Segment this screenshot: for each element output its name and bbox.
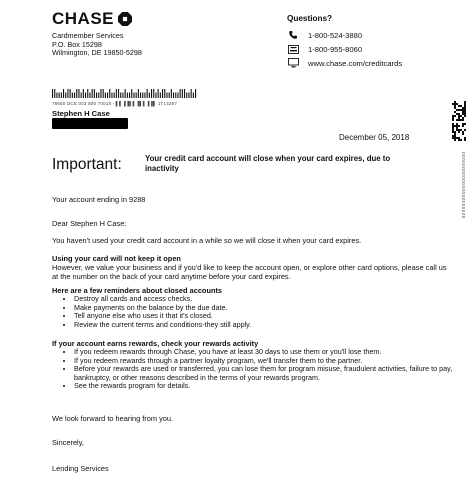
- qr-module: [452, 127, 454, 129]
- barcode-bar: [89, 93, 90, 99]
- address-line: Cardmember Services: [52, 31, 124, 40]
- qr-module: [452, 129, 454, 131]
- qr-module: [452, 137, 454, 139]
- barcode-bar: [76, 89, 77, 98]
- barcode-bar: [111, 93, 112, 99]
- barcode-bar: [78, 89, 79, 98]
- barcode-bar: [173, 93, 174, 99]
- list-item: • See the rewards program for details.: [74, 382, 454, 391]
- qr-module: [456, 109, 458, 111]
- list-item: • If you redeem rewards through Chase, you have at least 30 days to use them or you'll lose them.: [74, 348, 454, 357]
- barcode-bar: [92, 89, 93, 98]
- qr-module: [452, 123, 454, 125]
- barcode-bar: [169, 93, 170, 99]
- qr-module: [462, 131, 464, 133]
- qr-code: [452, 101, 466, 141]
- qr-module: [464, 109, 466, 111]
- barcode-bar: [72, 93, 73, 99]
- tty-row: [287, 44, 362, 54]
- qr-module: [454, 103, 456, 105]
- letter-date: December 05, 2018: [339, 133, 410, 142]
- barcode-bar: [191, 89, 192, 98]
- barcode-bar: [59, 93, 60, 99]
- signoff: Sincerely,: [52, 438, 84, 447]
- barcode-bar: [105, 93, 106, 99]
- barcode-bar: [56, 93, 57, 99]
- qr-module: [464, 139, 466, 141]
- qr-module: [452, 115, 454, 117]
- address-line: Wilmington, DE 19850-5298: [52, 48, 142, 58]
- qr-module: [456, 123, 458, 125]
- qr-module: [454, 125, 456, 127]
- qr-module: [464, 103, 466, 105]
- barcode-bar: [67, 89, 68, 98]
- list-item: • Before your rewards are used or transferred, you can lose them for program misuse, fraudulent activities, failure to pay, bankruptcy, or other reasons described in the terms of your rewards program.: [74, 365, 454, 382]
- qr-module: [456, 127, 458, 129]
- return-address: [52, 32, 142, 58]
- qr-module: [454, 139, 456, 141]
- barcode-bar: [153, 89, 154, 98]
- side-code: 0000000000000000000000: [461, 152, 466, 219]
- keep-open-body: However, we value your business and if you'd like to keep the account open, or explore other card options, please call us at the number on the back of your card anytime before your card expires.: [52, 263, 447, 281]
- qr-module: [454, 131, 456, 133]
- barcode-bar: [164, 89, 165, 98]
- barcode-bar: [151, 89, 152, 98]
- barcode-bar: [184, 89, 185, 98]
- barcode-bar: [133, 93, 134, 99]
- phone-icon: [287, 30, 299, 40]
- qr-module: [452, 119, 454, 121]
- qr-module: [462, 133, 464, 135]
- account-line: Your account ending in 9288: [52, 195, 146, 204]
- logo-text: CHASE: [52, 9, 115, 28]
- qr-module: [454, 137, 456, 139]
- computer-icon: [287, 58, 299, 68]
- barcode-bar: [118, 89, 119, 98]
- list-item: • If you redeem rewards through a partner loyalty program, we'll transfer them to the partner.: [74, 357, 454, 366]
- barcode-bar: [177, 93, 178, 99]
- qr-module: [460, 105, 462, 107]
- qr-module: [460, 109, 462, 111]
- qr-module: [464, 137, 466, 139]
- qr-module: [456, 125, 458, 127]
- barcode-bar: [83, 89, 84, 98]
- barcode-bar: [147, 89, 148, 98]
- barcode-bar: [127, 93, 128, 99]
- barcode-bar: [125, 89, 126, 98]
- qr-module: [460, 115, 462, 117]
- barcode-bar: [158, 89, 159, 98]
- tty-number: 1-800-955-8060: [308, 44, 363, 54]
- barcode-bar: [131, 89, 132, 98]
- qr-module: [464, 113, 466, 115]
- qr-module: [462, 107, 464, 109]
- barcode-bar: [94, 89, 95, 98]
- barcode-bar: [103, 89, 104, 98]
- qr-module: [458, 125, 460, 127]
- qr-module: [458, 105, 460, 107]
- barcode-bar: [144, 93, 145, 99]
- qr-module: [464, 107, 466, 109]
- qr-module: [458, 115, 460, 117]
- keep-open-heading: Using your card will not keep it open: [52, 254, 181, 263]
- list-item: • Make payments on the balance by the due date.: [74, 304, 454, 313]
- signature: Lending Services: [52, 464, 109, 473]
- qr-module: [464, 129, 466, 131]
- barcode-bar: [116, 89, 117, 98]
- barcode-bar: [129, 93, 130, 99]
- qr-module: [464, 115, 466, 117]
- barcode-bar: [96, 93, 97, 99]
- reminders-heading: Here are a few reminders about closed accounts: [52, 286, 223, 295]
- barcode-bar: [162, 89, 163, 98]
- redacted-address: [52, 118, 128, 129]
- qr-module: [462, 117, 464, 119]
- barcode-bar: [100, 89, 101, 98]
- barcode-bar: [65, 93, 66, 99]
- address-line: P.O. Box 15298: [52, 39, 102, 49]
- barcode-bar: [195, 89, 196, 98]
- closing-line: We look forward to hearing from you.: [52, 414, 174, 423]
- qr-module: [464, 123, 466, 125]
- salutation: Dear Stephen H Case:: [52, 219, 127, 228]
- barcode-bar: [122, 93, 123, 99]
- barcode-bar: [171, 89, 172, 98]
- qr-module: [462, 113, 464, 115]
- tty-icon: [287, 44, 299, 54]
- barcode-bar: [81, 93, 82, 99]
- phone-row: [287, 30, 362, 40]
- barcode-bar: [109, 89, 110, 98]
- qr-module: [454, 135, 456, 137]
- qr-module: [462, 119, 464, 121]
- qr-module: [456, 113, 458, 115]
- qr-module: [458, 109, 460, 111]
- barcode-bar: [136, 93, 137, 99]
- qr-module: [454, 105, 456, 107]
- postal-barcode: [52, 89, 198, 98]
- qr-module: [458, 131, 460, 133]
- qr-module: [458, 113, 460, 115]
- barcode-bar: [138, 89, 139, 98]
- reminders-list: [64, 295, 454, 329]
- barcode-bar: [175, 93, 176, 99]
- barcode-bar: [120, 93, 121, 99]
- qr-module: [462, 111, 464, 113]
- qr-module: [458, 139, 460, 141]
- qr-module: [454, 133, 456, 135]
- barcode-bar: [180, 89, 181, 98]
- qr-module: [452, 117, 454, 119]
- important-text: Your credit card account will close when your card expires, due to inactivity: [145, 154, 391, 173]
- barcode-bar: [142, 93, 143, 99]
- qr-module: [454, 101, 456, 103]
- chase-octagon-icon: [118, 12, 132, 26]
- qr-module: [458, 117, 460, 119]
- list-item: • Tell anyone else who uses it that it's closed.: [74, 312, 454, 321]
- qr-module: [456, 103, 458, 105]
- qr-module: [454, 115, 456, 117]
- barcode-bar: [160, 93, 161, 99]
- barcode-bar: [85, 93, 86, 99]
- qr-module: [452, 125, 454, 127]
- barcode-bar: [63, 89, 64, 98]
- qr-module: [452, 131, 454, 133]
- barcode-bar: [155, 93, 156, 99]
- qr-module: [454, 107, 456, 109]
- barcode-bar: [98, 93, 99, 99]
- qr-module: [462, 125, 464, 127]
- barcode-bar: [166, 93, 167, 99]
- website-row: [287, 58, 402, 68]
- qr-module: [460, 119, 462, 121]
- website-link[interactable]: www.chase.com/creditcards: [308, 58, 403, 68]
- intro-paragraph: You haven't used your credit card account in a while so we will close it when your card expires.: [52, 236, 362, 245]
- questions-heading: Questions?: [287, 14, 333, 23]
- qr-module: [452, 135, 454, 137]
- qr-module: [456, 137, 458, 139]
- barcode-bar: [107, 93, 108, 99]
- list-item: • Destroy all cards and access checks.: [74, 295, 454, 304]
- qr-module: [464, 111, 466, 113]
- barcode-bar: [182, 89, 183, 98]
- qr-module: [464, 101, 466, 103]
- qr-module: [464, 105, 466, 107]
- barcode-bar: [193, 93, 194, 99]
- rewards-heading: If your account earns rewards, check your rewards activity: [52, 339, 259, 348]
- qr-module: [460, 139, 462, 141]
- barcode-bar: [114, 93, 115, 99]
- qr-module: [458, 137, 460, 139]
- barcode-bar: [74, 93, 75, 99]
- qr-module: [462, 109, 464, 111]
- barcode-bar: [149, 93, 150, 99]
- important-label: Important:: [52, 156, 122, 173]
- barcode-bar: [140, 93, 141, 99]
- qr-module: [456, 119, 458, 121]
- list-item: • Review the current terms and conditions-they still apply.: [74, 321, 454, 330]
- barcode-bar: [87, 89, 88, 98]
- qr-module: [458, 119, 460, 121]
- qr-module: [458, 129, 460, 131]
- rewards-list: [64, 348, 454, 391]
- qr-module: [454, 111, 456, 113]
- qr-module: [460, 129, 462, 131]
- barcode-bar: [52, 89, 53, 98]
- barcode-bar: [54, 89, 55, 98]
- qr-module: [462, 123, 464, 125]
- qr-module: [452, 103, 454, 105]
- qr-module: [456, 129, 458, 131]
- mailing-code: 78660 DCE 003 800 70018 - ▌▌▐▐▌▌▐▌▌▐▐▌ 1T14397: [52, 101, 178, 106]
- chase-logo: [52, 9, 132, 29]
- barcode-bar: [186, 93, 187, 99]
- barcode-bar: [61, 93, 62, 99]
- barcode-bar: [188, 93, 189, 99]
- barcode-bar: [70, 89, 71, 98]
- recipient-name: Stephen H Case: [52, 109, 110, 118]
- phone-number: 1-800-524-3880: [308, 30, 363, 40]
